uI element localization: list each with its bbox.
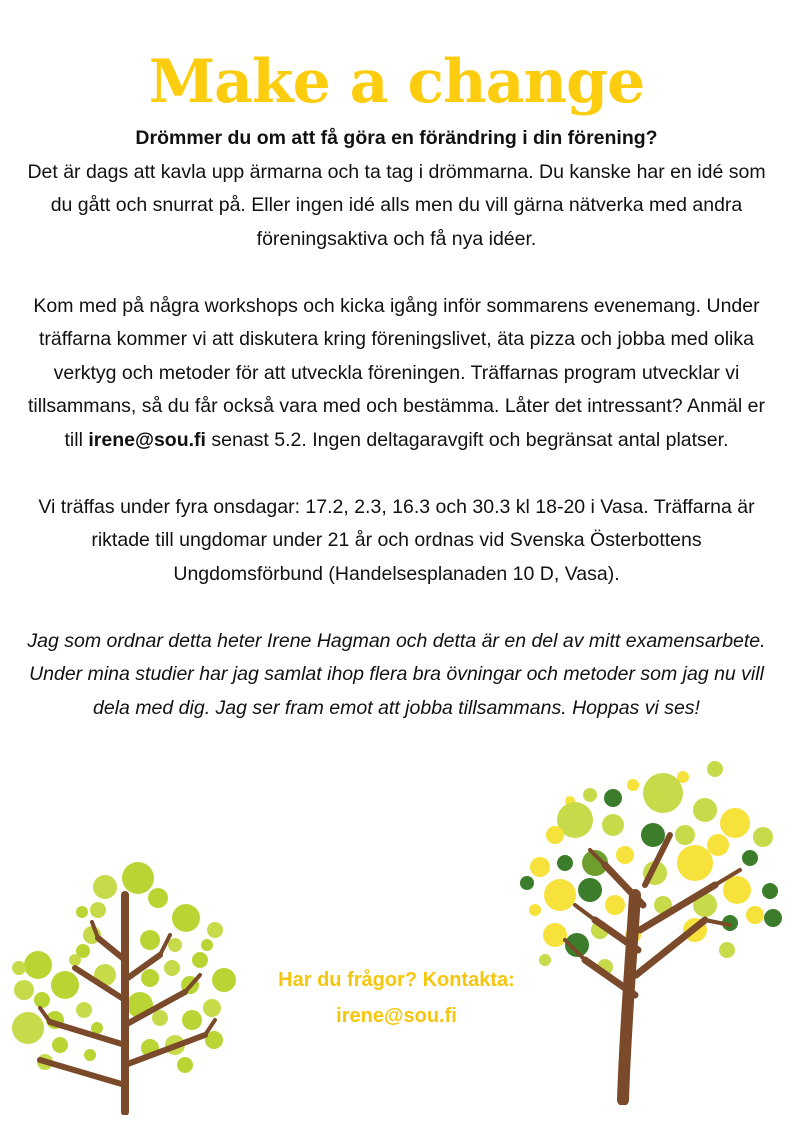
leaf-dot	[693, 798, 717, 822]
leaf-dot	[34, 992, 50, 1008]
leaf-dot	[604, 789, 622, 807]
leaf-dot	[12, 1012, 44, 1044]
leaf-dot	[203, 999, 221, 1017]
leaf-dot	[720, 808, 750, 838]
leaf-dot	[76, 1002, 92, 1018]
leaf-dot	[52, 1037, 68, 1053]
leaf-dot	[677, 845, 713, 881]
leaf-dot	[675, 825, 695, 845]
leaf-dot	[201, 939, 213, 951]
leaf-dot	[707, 834, 729, 856]
body-text	[18, 122, 775, 725]
tree-branch	[125, 1035, 205, 1065]
leaf-dot	[746, 906, 764, 924]
leaf-dot	[707, 761, 723, 777]
workshop-text-start: Kom med på några workshops och kicka igång inför sommarens evenemang. Under träffarna kommer vi att diskutera kring föreningslivet, äta pizza och jobba med olika verktyg och metoder för att utveckla föreningen. Träffarnas program utvecklar vi tillsammans, så du får också vara med och bestämma. Låter det intressant? Anmäl er till	[27, 294, 765, 451]
left-tree-illustration	[0, 850, 245, 1115]
leaf-dot	[543, 923, 567, 947]
closing-paragraph: Jag som ordnar detta heter Irene Hagman och detta är en del av mitt examensarbete. Under mina studier har jag samlat ihop flera bra övningar och metoder som jag nu vill dela med dig. Jag ser fram emot att jobba tillsammans. Hoppas vi ses!	[27, 629, 766, 719]
leaf-dot	[168, 938, 182, 952]
leaf-dot	[762, 883, 778, 899]
leaf-dot	[602, 814, 624, 836]
leaf-dot	[182, 1010, 202, 1030]
leaf-dot	[14, 980, 34, 1000]
leaf-dot	[627, 779, 639, 791]
leaf-dot	[93, 875, 117, 899]
leaf-dot	[192, 952, 208, 968]
leaf-dot	[764, 909, 782, 927]
leaf-dot	[753, 827, 773, 847]
contact-label: Har du frågor? Kontakta:	[278, 969, 515, 991]
leaf-dot	[148, 888, 168, 908]
tree-branch	[40, 1060, 125, 1085]
leaf-dot	[177, 1057, 193, 1073]
leaf-dot	[605, 895, 625, 915]
leaf-dot	[84, 1049, 96, 1061]
leaf-dot	[677, 771, 689, 783]
leaf-dot	[719, 942, 735, 958]
leaf-dot	[742, 850, 758, 866]
intro-paragraph: Det är dags att kavla upp ärmarna och ta tag i drömmarna. Du kanske har en idé som du gått och snurrat på. Eller ingen idé alls men du vill gärna nätverka med andra föreningsaktiva och få nya idéer.	[27, 160, 766, 250]
leaf-dot	[76, 906, 88, 918]
leaf-dot	[90, 902, 106, 918]
page-title: Make a change	[148, 47, 645, 117]
contact-email-link[interactable]: irene@sou.fi	[336, 1005, 457, 1027]
leaf-dot	[530, 857, 550, 877]
leaf-dot	[207, 922, 223, 938]
leaf-dot	[69, 954, 81, 966]
leaf-dot	[122, 862, 154, 894]
leaf-dot	[140, 930, 160, 950]
leaf-dot	[172, 904, 200, 932]
leaf-dot	[643, 773, 683, 813]
contact-block	[220, 962, 573, 1034]
leaf-dot	[152, 1010, 168, 1026]
leaf-dot	[546, 826, 564, 844]
right-tree-illustration	[505, 755, 785, 1105]
leaf-dot	[12, 961, 26, 975]
leaf-dot	[578, 878, 602, 902]
leaf-dot	[544, 879, 576, 911]
tree-branch	[575, 905, 595, 920]
leaf-dot	[583, 788, 597, 802]
leaf-dot	[557, 855, 573, 871]
schedule-paragraph: Vi träffas under fyra onsdagar: 17.2, 2.3, 16.3 och 30.3 kl 18-20 i Vasa. Träffarna är riktade till ungdomar under 21 år och ordnas vid Svenska Österbottens Ungdomsförbund (Handelsesplanaden 10 D, Vasa).	[38, 495, 755, 585]
workshop-text-end: senast 5.2. Ingen deltagaravgift och begränsat antal platser.	[205, 428, 729, 451]
leaf-dot	[24, 951, 52, 979]
leaf-dot	[51, 971, 79, 999]
leaf-dot	[723, 876, 751, 904]
workshop-paragraph	[18, 290, 775, 458]
leaf-dot	[520, 876, 534, 890]
lead-question: Drömmer du om att få göra en förändring i din förening?	[135, 127, 658, 149]
signup-email-link[interactable]: irene@sou.fi	[88, 428, 206, 451]
tree-branch	[98, 938, 125, 960]
leaf-dot	[616, 846, 634, 864]
leaf-dot	[529, 904, 541, 916]
leaf-dot	[164, 960, 180, 976]
leaf-dot	[141, 969, 159, 987]
leaf-dot	[641, 823, 665, 847]
